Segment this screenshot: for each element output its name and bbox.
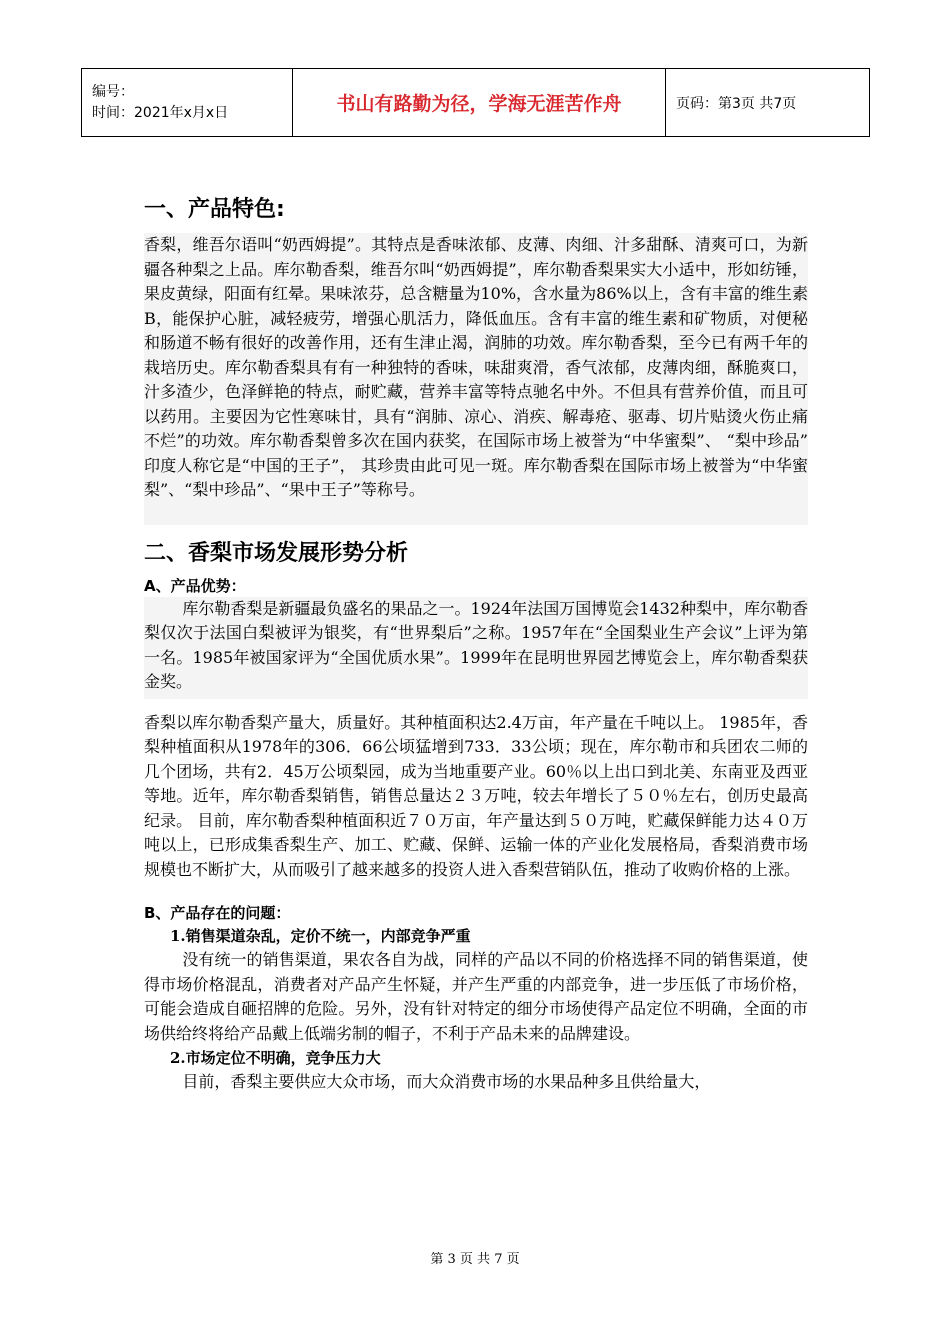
section2-b-title: B、产品存在的问题：: [144, 904, 291, 922]
section2-a-para1: 库尔勒香梨是新疆最负盛名的果品之一。1924年法国万国博览会1432种梨中，库尔勒香梨仅次于法国白梨被评为银奖，有“世界梨后”之称。1957年在“全国梨业生产会议”上评为第一名。1985年被国家评为“全国优质水果”。1999年在昆明世界园艺博览会上，库尔勒香梨获金奖。: [144, 597, 808, 699]
section1-title: 一、产品特色:: [144, 197, 285, 222]
section2-b-item1-body: 没有统一的销售渠道，果农各自为战，同样的产品以不同的价格选择不同的销售渠道，使得市场价格混乱，消费者对产品产生怀疑，并产生严重的内部竞争，进一步压低了市场价格，可能会造成自砸招牌的危险。另外，没有针对特定的细分市场使得产品定位不明确，全面的市场供给终将给产品戴上低端劣制的帽子，不利于产品未来的品牌建设。: [144, 950, 808, 1043]
section2-b-item2-num: 2.: [170, 1049, 186, 1067]
document-content: [144, 195, 808, 1095]
section2-title: 二、香梨市场发展形势分析: [144, 540, 409, 566]
section2-a-title: A、产品优势：: [144, 576, 246, 595]
header-table: [81, 68, 870, 137]
header-number: 编号：: [92, 83, 134, 100]
section2-b-item1-num: 1.: [170, 927, 186, 945]
section2-b-item2-body: 目前，香梨主要供应大众市场，而大众消费市场的水果品种多且供给量大，: [182, 1072, 711, 1091]
header-meta: [82, 69, 293, 137]
header-date: 时间：2021年x月x日: [92, 104, 229, 121]
header-page-info: 页码：第3页 共7页: [666, 69, 870, 137]
section2-b-item1-title: [144, 924, 808, 948]
page-footer: 第 3 页 共 7 页: [430, 1252, 520, 1267]
section2-b-item2-heading: 市场定位不明确，竞争压力大: [185, 1049, 381, 1067]
section2-a-para2: 香梨以库尔勒香梨产量大，质量好。其种植面积达2.4万亩，年产量在千吨以上。 1985年，香梨种植面积从1978年的306．66公顷猛增到733．33公顷；现在，库尔勒市和兵团农二师的几个团场，共有2．45万公顷梨园，成为当地重要产业。60％以上出口到北美、东南亚及西亚等地。近年，库尔勒香梨销售，销售总量达２３万吨，较去年增长了５０％左右，创历史最高纪录。 目前，库尔勒香梨种植面积近７０万亩，年产量达到５０万吨，贮藏保鲜能力达４０万吨以上，已形成集香梨生产、加工、贮藏、保鲜、运输一体的产业化发展格局，香梨消费市场规模也不断扩大，从而吸引了越来越多的投资人进入香梨营销队伍，推动了收购价格的上涨。: [144, 712, 808, 879]
section1-body: 香梨，维吾尔语叫“奶西姆提”。其特点是香味浓郁、皮薄、肉细、汁多甜酥、清爽可口，为新疆各种梨之上品。库尔勒香梨，维吾尔叫“奶西姆提”，库尔勒香梨果实大小适中，形如纺锤，果皮黄绿，阳面有红晕。果味浓芬，总含糖量为10%，含水量为86%以上，含有丰富的维生素B，能保护心脏，减轻疲劳，增强心肌活力，降低血压。含有丰富的维生素和矿物质，对便秘和肠道不畅有很好的改善作用，还有生津止渴，润肺的功效。库尔勒香梨，至今已有两千年的栽培历史。库尔勒香梨具有有一种独特的香味，味甜爽滑，香气浓郁，皮薄肉细，酥脆爽口，汁多渣少，色泽鲜艳的特点，耐贮藏，营养丰富等特点驰名中外。不但具有营养价值，而且可以药用。主要因为它性寒味甘，具有“润肺、凉心、消疾、解毒疮、驱毒、切片贴烫火伤止痛不烂”的功效。库尔勒香梨曾多次在国内获奖，在国际市场上被誉为“中华蜜梨”、 “梨中珍品” 印度人称它是“中国的王子”， 其珍贵由此可见一斑。库尔勒香梨在国际市场上被誉为“中华蜜梨”、“梨中珍品”、“果中王子”等称号。: [144, 233, 808, 525]
section2-b-item2-title: [144, 1046, 808, 1070]
section2-b-item1-heading: 销售渠道杂乱，定价不统一，内部竞争严重: [185, 927, 471, 945]
header-motto: 书山有路勤为径，学海无涯苦作舟: [293, 69, 666, 137]
